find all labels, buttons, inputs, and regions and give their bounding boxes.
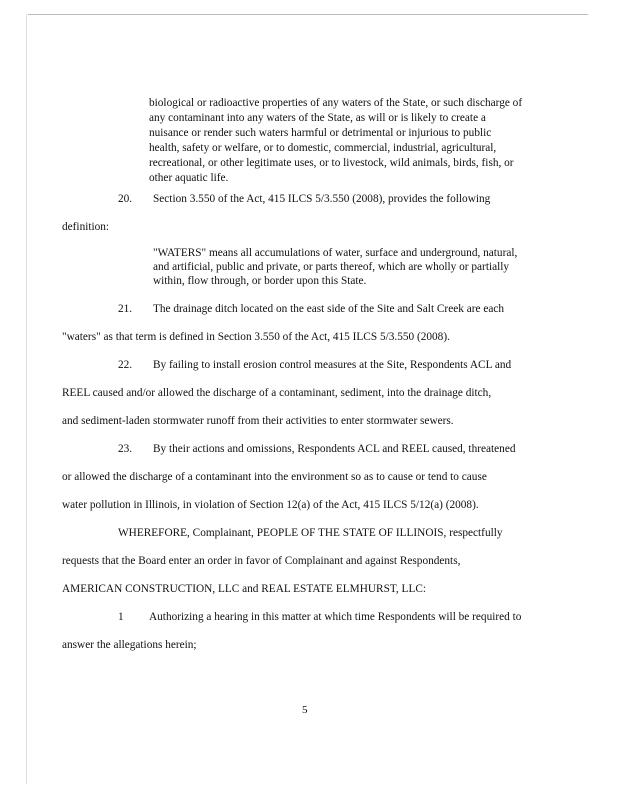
paragraph-text: or allowed the discharge of a contaminant into the environment so as to cause or tend to cause (62, 471, 487, 483)
page-edge-left (26, 14, 27, 784)
quote-line: other aquatic life. (149, 172, 229, 184)
paragraph-text: By their actions and omissions, Respondents ACL and REEL caused, threatened (153, 443, 516, 455)
item-text: Authorizing a hearing in this matter at which time Respondents will be required to (149, 611, 522, 623)
paragraph-text: definition: (62, 221, 110, 233)
wherefore-text: WHEREFORE, Complainant, PEOPLE OF THE STATE OF ILLINOIS, respectfully (118, 527, 503, 539)
wherefore-text: requests that the Board enter an order in favor of Complainant and against Respondents, (62, 555, 461, 567)
paragraph-number: 21. (118, 303, 133, 315)
paragraph-number: 22. (118, 359, 133, 371)
quote-line: nuisance or render such waters harmful or detrimental or injurious to public (149, 127, 492, 139)
paragraph-number: 20. (118, 193, 133, 205)
paragraph-text: The drainage ditch located on the east side of the Site and Salt Creek are each (153, 303, 505, 315)
quote-line: recreational, or other legitimate uses, or to livestock, wild animals, birds, fish, or (149, 157, 514, 169)
quote-line: health, safety or welfare, or to domestic, commercial, industrial, agricultural, (149, 142, 497, 154)
paragraph-text: REEL caused and/or allowed the discharge of a contaminant, sediment, into the drainage ditch, (62, 387, 492, 399)
page-edge-top (28, 14, 588, 15)
quote-line: any contaminant into any waters of the State, as will or is likely to create a (149, 112, 486, 124)
item-text: answer the allegations herein; (62, 639, 197, 651)
wherefore-text: AMERICAN CONSTRUCTION, LLC and REAL ESTATE ELMHURST, LLC: (62, 583, 427, 595)
paragraph-text: Section 3.550 of the Act, 415 ILCS 5/3.550 (2008), provides the following (153, 193, 491, 205)
paragraph-text: By failing to install erosion control measures at the Site, Respondents ACL and (153, 359, 512, 371)
paragraph-text: water pollution in Illinois, in violation of Section 12(a) of the Act, 415 ILCS 5/12(a) (2008). (62, 499, 479, 511)
item-number: 1 (118, 611, 124, 623)
paragraph-text: and sediment-laden stormwater runoff from their activities to enter stormwater sewers. (62, 415, 454, 427)
quote-line: within, flow through, or border upon this State. (153, 275, 367, 287)
quote-line: and artificial, public and private, or parts thereof, which are wholly or partially (153, 261, 510, 273)
paragraph-number: 23. (118, 443, 133, 455)
paragraph-text: "waters" as that term is defined in Section 3.550 of the Act, 415 ILCS 5/3.550 (2008). (62, 331, 450, 343)
quote-line: "WATERS" means all accumulations of water, surface and underground, natural, (153, 247, 518, 259)
page-number: 5 (302, 704, 308, 716)
quote-line: biological or radioactive properties of any waters of the State, or such discharge of (149, 97, 523, 109)
